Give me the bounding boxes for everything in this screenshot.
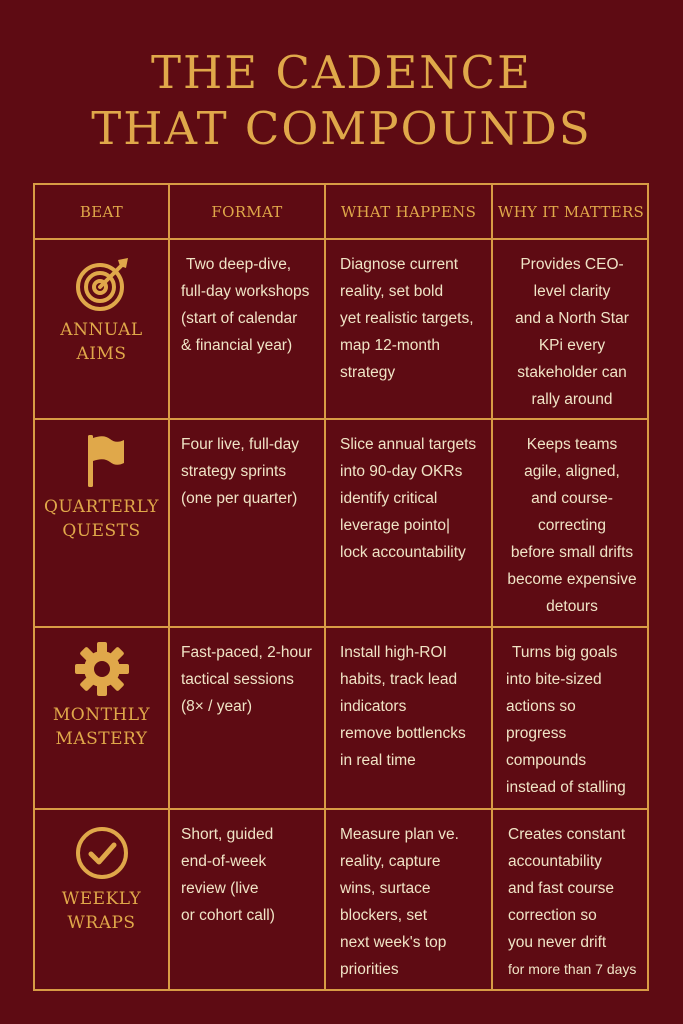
target-icon [74,256,130,312]
cell-line: leverage pointo| [340,517,451,534]
beat-name-line: QUESTS [62,521,141,541]
cell-line: (start of calendar [181,310,298,327]
cell-line: reality, capture [340,853,441,870]
cell-line: Creates constant [508,826,626,843]
cell-line: rally around [531,391,613,408]
cell-line: Two deep-dive, [186,256,292,273]
cell-line: actions so [506,698,576,715]
cell-line: and fast course [508,880,614,897]
cell-line: level clarity [533,283,611,300]
format-cell [181,251,331,359]
beat-quarterly-quests [35,433,168,543]
header-why-it-matters: WHY IT MATTERS [497,202,645,221]
row-divider [35,418,647,420]
cell-line: reality, set bold [340,283,444,300]
what-happens-cell [340,821,500,983]
cell-line: Slice annual targets [340,436,477,453]
cell-line: full-day workshops [181,283,310,300]
cadence-table [33,183,649,991]
cell-line: stakeholder can [517,364,627,381]
cell-line: tactical sessions [181,671,294,688]
cell-line: instead of stalling [506,779,626,796]
what-happens-cell [340,431,500,566]
cell-line: Provides CEO- [520,256,624,273]
cell-line: and a North Star [515,310,629,327]
format-cell [181,821,331,929]
cell-line: lock accountability [340,544,466,561]
gear-icon [74,641,130,697]
flag-icon [74,433,130,489]
why-it-matters-cell [496,639,658,801]
beat-name [44,495,159,543]
beat-name-line: ANNUAL [60,320,143,340]
cell-line: Turns big goals [512,644,618,661]
beat-annual-aims [35,256,168,366]
format-cell [181,639,331,720]
cell-line: Short, guided [181,826,274,843]
cell-line: accountability [508,853,602,870]
cell-line: blockers, set [340,907,428,924]
cell-line: become expensive [507,571,637,588]
cell-line: strategy sprints [181,463,287,480]
cell-line: Measure plan ve. [340,826,459,843]
cell-line: remove bottlencks [340,725,466,742]
header-format: FORMAT [211,202,283,221]
cell-line: Keeps teams [526,436,618,453]
cell-line: indicators [340,698,407,715]
cell-line: map 12-month [340,337,440,354]
cell-line: (one per quarter) [181,490,298,507]
beat-name-line: MONTHLY [52,705,151,725]
cell-line: habits, track lead [340,671,458,688]
cell-line: agile, aligned, [524,463,620,480]
format-cell [181,431,331,512]
cell-line: yet realistic targets, [340,310,474,327]
beat-name [60,318,142,366]
cell-line: Four live, full-day [181,436,300,453]
why-it-matters-cell [496,251,648,413]
cell-line: Install high-ROI [340,644,447,661]
cell-line: strategy [340,364,396,381]
cell-line: or cohort call) [181,907,275,924]
beat-name-line: MASTERY [55,729,148,749]
header-beat: BEAT [79,202,124,221]
beat-name-line: AIMS [76,344,127,364]
what-happens-cell [340,639,500,774]
cell-line: in real time [340,752,416,769]
cell-line: review (live [181,880,259,897]
page-title-line-2: THAT COMPOUNDS [91,102,592,155]
header-what-happens: WHAT HAPPENS [340,202,477,221]
beat-name [53,703,150,751]
column-divider [168,185,170,989]
cell-line: Fast-paced, 2-hour [181,644,312,661]
cell-line: progress [506,725,567,742]
beat-monthly-mastery [35,641,168,751]
why-it-matters-cell [496,821,660,983]
row-divider [35,808,647,810]
cell-line: you never drift [508,934,607,951]
checkmark-icon [74,825,130,881]
beat-name-line: QUARTERLY [44,497,159,517]
beat-name-line: WRAPS [67,913,136,933]
beat-name-line: WEEKLY [61,889,142,909]
beat-weekly-wraps [35,825,168,935]
cell-line: and course- [531,490,613,507]
cell-line: for more than 7 days [508,961,637,977]
cell-line: & financial year) [181,337,293,354]
cell-line: identify critical [340,490,438,507]
beat-name [62,887,141,935]
cell-line: compounds [506,752,587,769]
cell-line: correction so [508,907,597,924]
cell-line: detours [546,598,598,615]
cell-line: end-of-week [181,853,267,870]
row-divider [35,238,647,240]
cell-line: correcting [537,517,607,534]
page-title-line-1: THE CADENCE [151,46,532,99]
cell-line: into bite-sized [506,671,602,688]
what-happens-cell [340,251,500,386]
cell-line: before small drifts [510,544,634,561]
cell-line: priorities [340,961,399,978]
cell-line: KPi every [538,337,606,354]
cell-line: wins, surtace [340,880,431,897]
row-divider [35,626,647,628]
cell-line: (8× / year) [181,698,253,715]
why-it-matters-cell [496,431,648,620]
cell-line: next week's top [340,934,447,951]
cell-line: Diagnose current [340,256,459,273]
cell-line: into 90-day OKRs [340,463,463,480]
